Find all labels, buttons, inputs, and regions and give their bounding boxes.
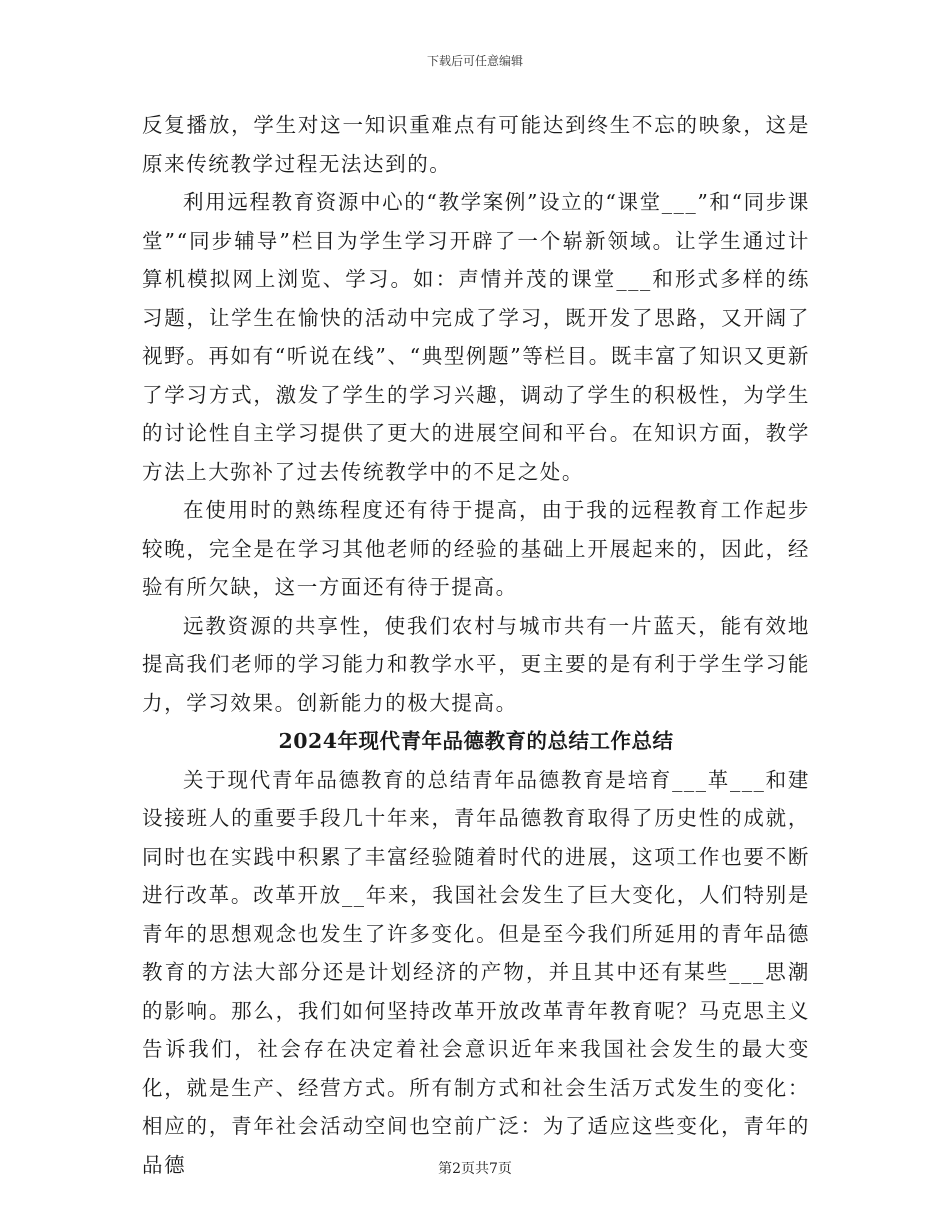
document-body — [142, 106, 810, 1184]
section-title: 2024年现代青年品德教育的总结工作总结 — [278, 729, 674, 753]
paragraph-youth-education: 关于现代青年品德教育的总结青年品德教育是培育___革___和建设接班人的重要手段几十年来，青年品德教育取得了历史性的成就，同时也在实践中积累了丰富经验随着时代的进展，这项工作也要不断进行改革。改革开放__年来，我国社会发生了巨大变化，人们特别是青年的思想观念也发生了许多变化。但是至今我们所延用的青年品德教育的方法大部分还是计划经济的产物，并且其中还有某些___思潮的影响。那么，我们如何坚持改革开放改革青年教育呢？马克思主义告诉我们，社会存在决定着社会意识近年来我国社会发生的最大变化，就是生产、经营方式。所有制方式和社会生活万式发生的变化：相应的，青年社会活动空间也空前广泛：为了适应这些变化，青年的品德 — [142, 767, 810, 1177]
paragraph-resource-sharing: 远教资源的共享性，使我们农村与城市共有一片蓝天，能有效地提高我们老师的学习能力和教学水平，更主要的是有利于学生学习能力，学习效果。创新能力的极大提高。 — [142, 613, 810, 715]
header-note: 下载后可任意编辑 — [426, 54, 523, 68]
page-number: 第2页共7页 — [438, 1161, 512, 1177]
paragraph-continuation: 反复播放，学生对这一知识重难点有可能达到终生不忘的映象，这是原来传统教学过程无法达到的。 — [142, 113, 810, 176]
paragraph-proficiency: 在使用时的熟练程度还有待于提高，由于我的远程教育工作起步较晚，完全是在学习其他老师的经验的基础上开展起来的，因此，经验有所欠缺，这一方面还有待于提高。 — [142, 498, 810, 599]
paragraph-teaching-cases: 利用远程教育资源中心的“教学案例”设立的“课堂___”和“同步课堂”“同步辅导”栏目为学生学习开辟了一个崭新领域。让学生通过计算机模拟网上浏览、学习。如：声情并茂的课堂___和形式多样的练习题，让学生在愉快的活动中完成了学习，既开发了思路，又开阔了视野。再如有“听说在线”、“典型例题”等栏目。既丰富了知识又更新了学习方式，激发了学生的学习兴趣，调动了学生的积极性，为学生的讨论性自主学习提供了更大的进展空间和平台。在知识方面，教学方法上大弥补了过去传统教学中的不足之处。 — [142, 190, 810, 484]
